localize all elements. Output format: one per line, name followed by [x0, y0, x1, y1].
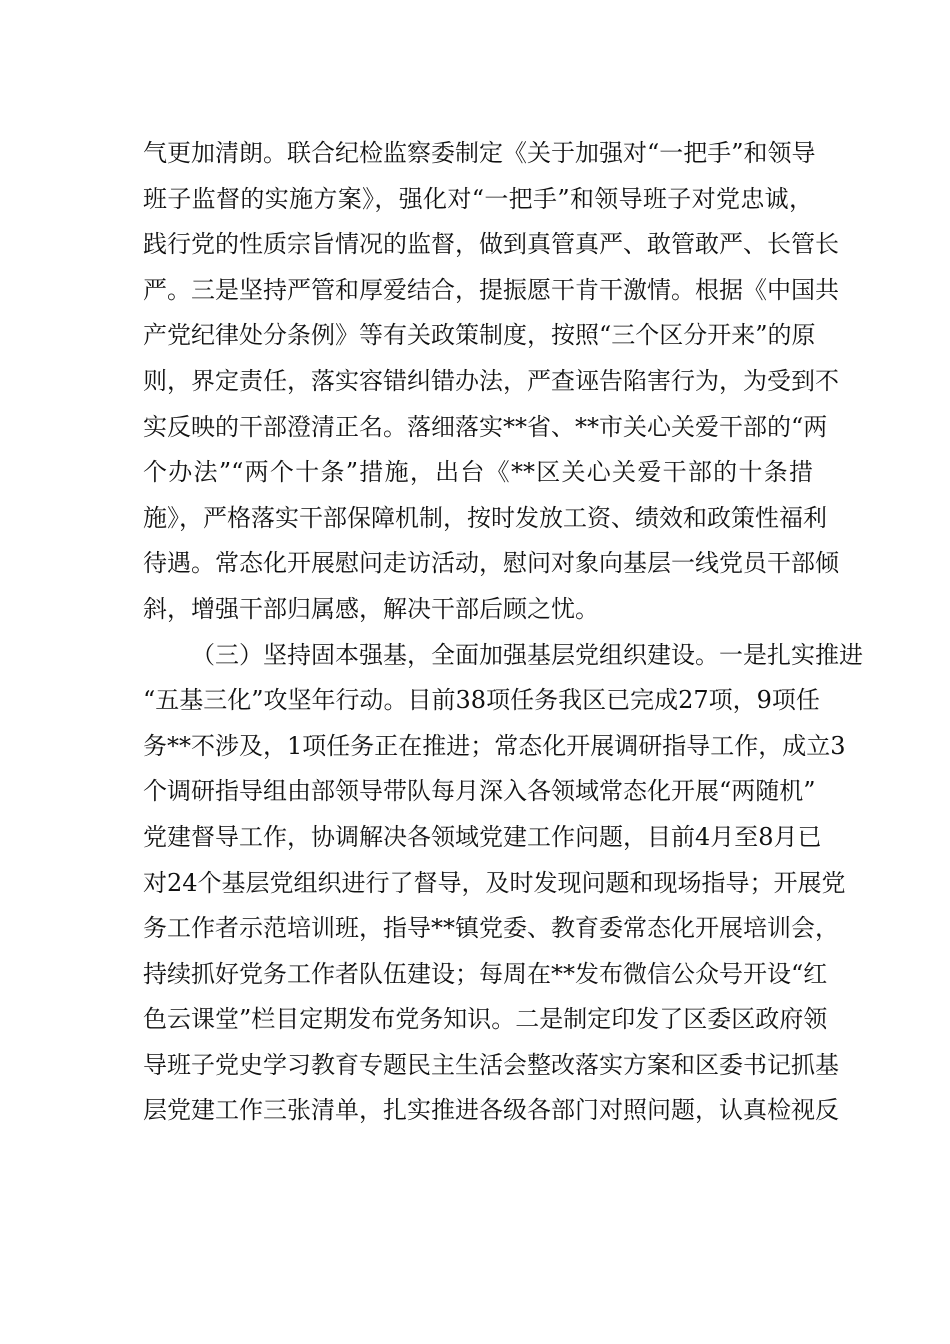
text-line: 则，界定责任，落实容错纠错办法，严查诬告陷害行为，为受到不	[143, 366, 839, 395]
text-line: 党建督导工作，协调解决各领域党建工作问题，目前4月至8月已	[143, 822, 822, 851]
text-line: 班子监督的实施方案》，强化对“一把手”和领导班子对党忠诚，	[143, 184, 813, 213]
text-line: 个办法”“两个十条”措施，出台《**区关心关爱干部的十条措	[143, 458, 813, 487]
text-line: 持续抓好党务工作者队伍建设；每周在**发布微信公众号开设“红	[143, 959, 828, 988]
text-line: 实反映的干部澄清正名。落细落实**省、**市关心关爱干部的“两	[143, 412, 828, 441]
body-text	[143, 131, 863, 1134]
text-line: 严。三是坚持严管和厚爱结合，提振愿干肯干激情。根据《中国共	[143, 275, 839, 304]
section-heading-line: （三）坚持固本强基，全面加强基层党组织建设。一是扎实推进	[191, 640, 863, 669]
text-line: 斜，增强干部归属感，解决干部后顾之忧。	[143, 594, 599, 623]
text-line: 色云课堂”栏目定期发布党务知识。二是制定印发了区委区政府领	[143, 1005, 828, 1034]
text-line: 务**不涉及，1项任务正在推进；常态化开展调研指导工作，成立3	[143, 731, 846, 760]
text-line: 个调研指导组由部领导带队每月深入各领域常态化开展“两随机”	[143, 777, 816, 806]
text-line: 务工作者示范培训班，指导**镇党委、教育委常态化开展培训会，	[143, 914, 839, 943]
text-line: “五基三化”攻坚年行动。目前38项任务我区已完成27项，9项任	[143, 686, 820, 715]
text-line: 待遇。常态化开展慰问走访活动，慰问对象向基层一线党员干部倾	[143, 549, 839, 578]
text-line: 践行党的性质宗旨情况的监督，做到真管真严、敢管敢严、长管长	[143, 230, 839, 259]
text-line: 产党纪律处分条例》等有关政策制度，按照“三个区分开来”的原	[143, 321, 816, 350]
text-line: 对24个基层党组织进行了督导，及时发现问题和现场指导；开展党	[143, 868, 846, 897]
text-line: 气更加清朗。联合纪检监察委制定《关于加强对“一把手”和领导	[143, 139, 816, 167]
text-line: 导班子党史学习教育专题民主生活会整改落实方案和区委书记抓基	[143, 1050, 839, 1079]
text-line: 施》，严格落实干部保障机制，按时发放工资、绩效和政策性福利	[143, 503, 827, 532]
text-line: 层党建工作三张清单，扎实推进各级各部门对照问题，认真检视反	[143, 1096, 839, 1125]
